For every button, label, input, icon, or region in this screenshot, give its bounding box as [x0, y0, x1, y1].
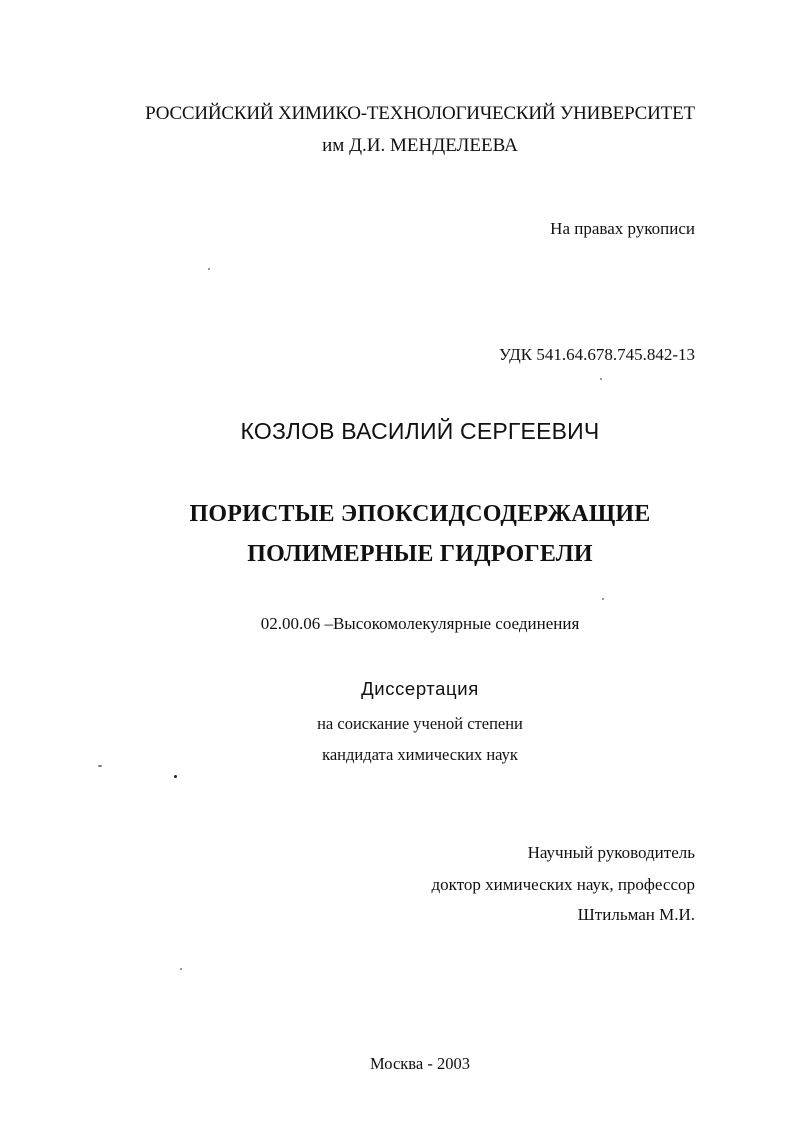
scan-speck	[174, 775, 177, 778]
university-name: РОССИЙСКИЙ ХИМИКО-ТЕХНОЛОГИЧЕСКИЙ УНИВЕРСИТЕТ	[145, 103, 695, 124]
university-named-after: им Д.И. МЕНДЕЛЕЕВА	[322, 135, 518, 156]
place-and-year: Москва - 2003	[370, 1054, 470, 1073]
udk-code: УДК 541.64.678.745.842-13	[498, 345, 695, 364]
thesis-title-line-1: ПОРИСТЫЕ ЭПОКСИДСОДЕРЖАЩИЕ	[189, 501, 651, 527]
scan-speck	[602, 598, 604, 600]
manuscript-rights-note: На правах рукописи	[550, 219, 695, 238]
supervisor-name: Штильман М.И.	[577, 905, 695, 924]
supervisor-role: Научный руководитель	[527, 843, 695, 862]
scan-speck	[180, 968, 182, 970]
document-type: Диссертация	[361, 678, 479, 699]
degree-line-1: на соискание ученой степени	[317, 714, 523, 733]
specialty-code: 02.00.06 –Высокомолекулярные соединения	[260, 614, 580, 633]
author-name: КОЗЛОВ ВАСИЛИЙ СЕРГЕЕВИЧ	[240, 418, 600, 444]
thesis-title-line-2: ПОЛИМЕРНЫЕ ГИДРОГЕЛИ	[247, 541, 593, 567]
supervisor-credentials: доктор химических наук, профессор	[431, 875, 695, 894]
degree-line-2: кандидата химических наук	[322, 745, 518, 764]
scan-speck	[98, 765, 102, 767]
scan-speck	[600, 378, 602, 380]
scan-speck	[208, 268, 210, 270]
